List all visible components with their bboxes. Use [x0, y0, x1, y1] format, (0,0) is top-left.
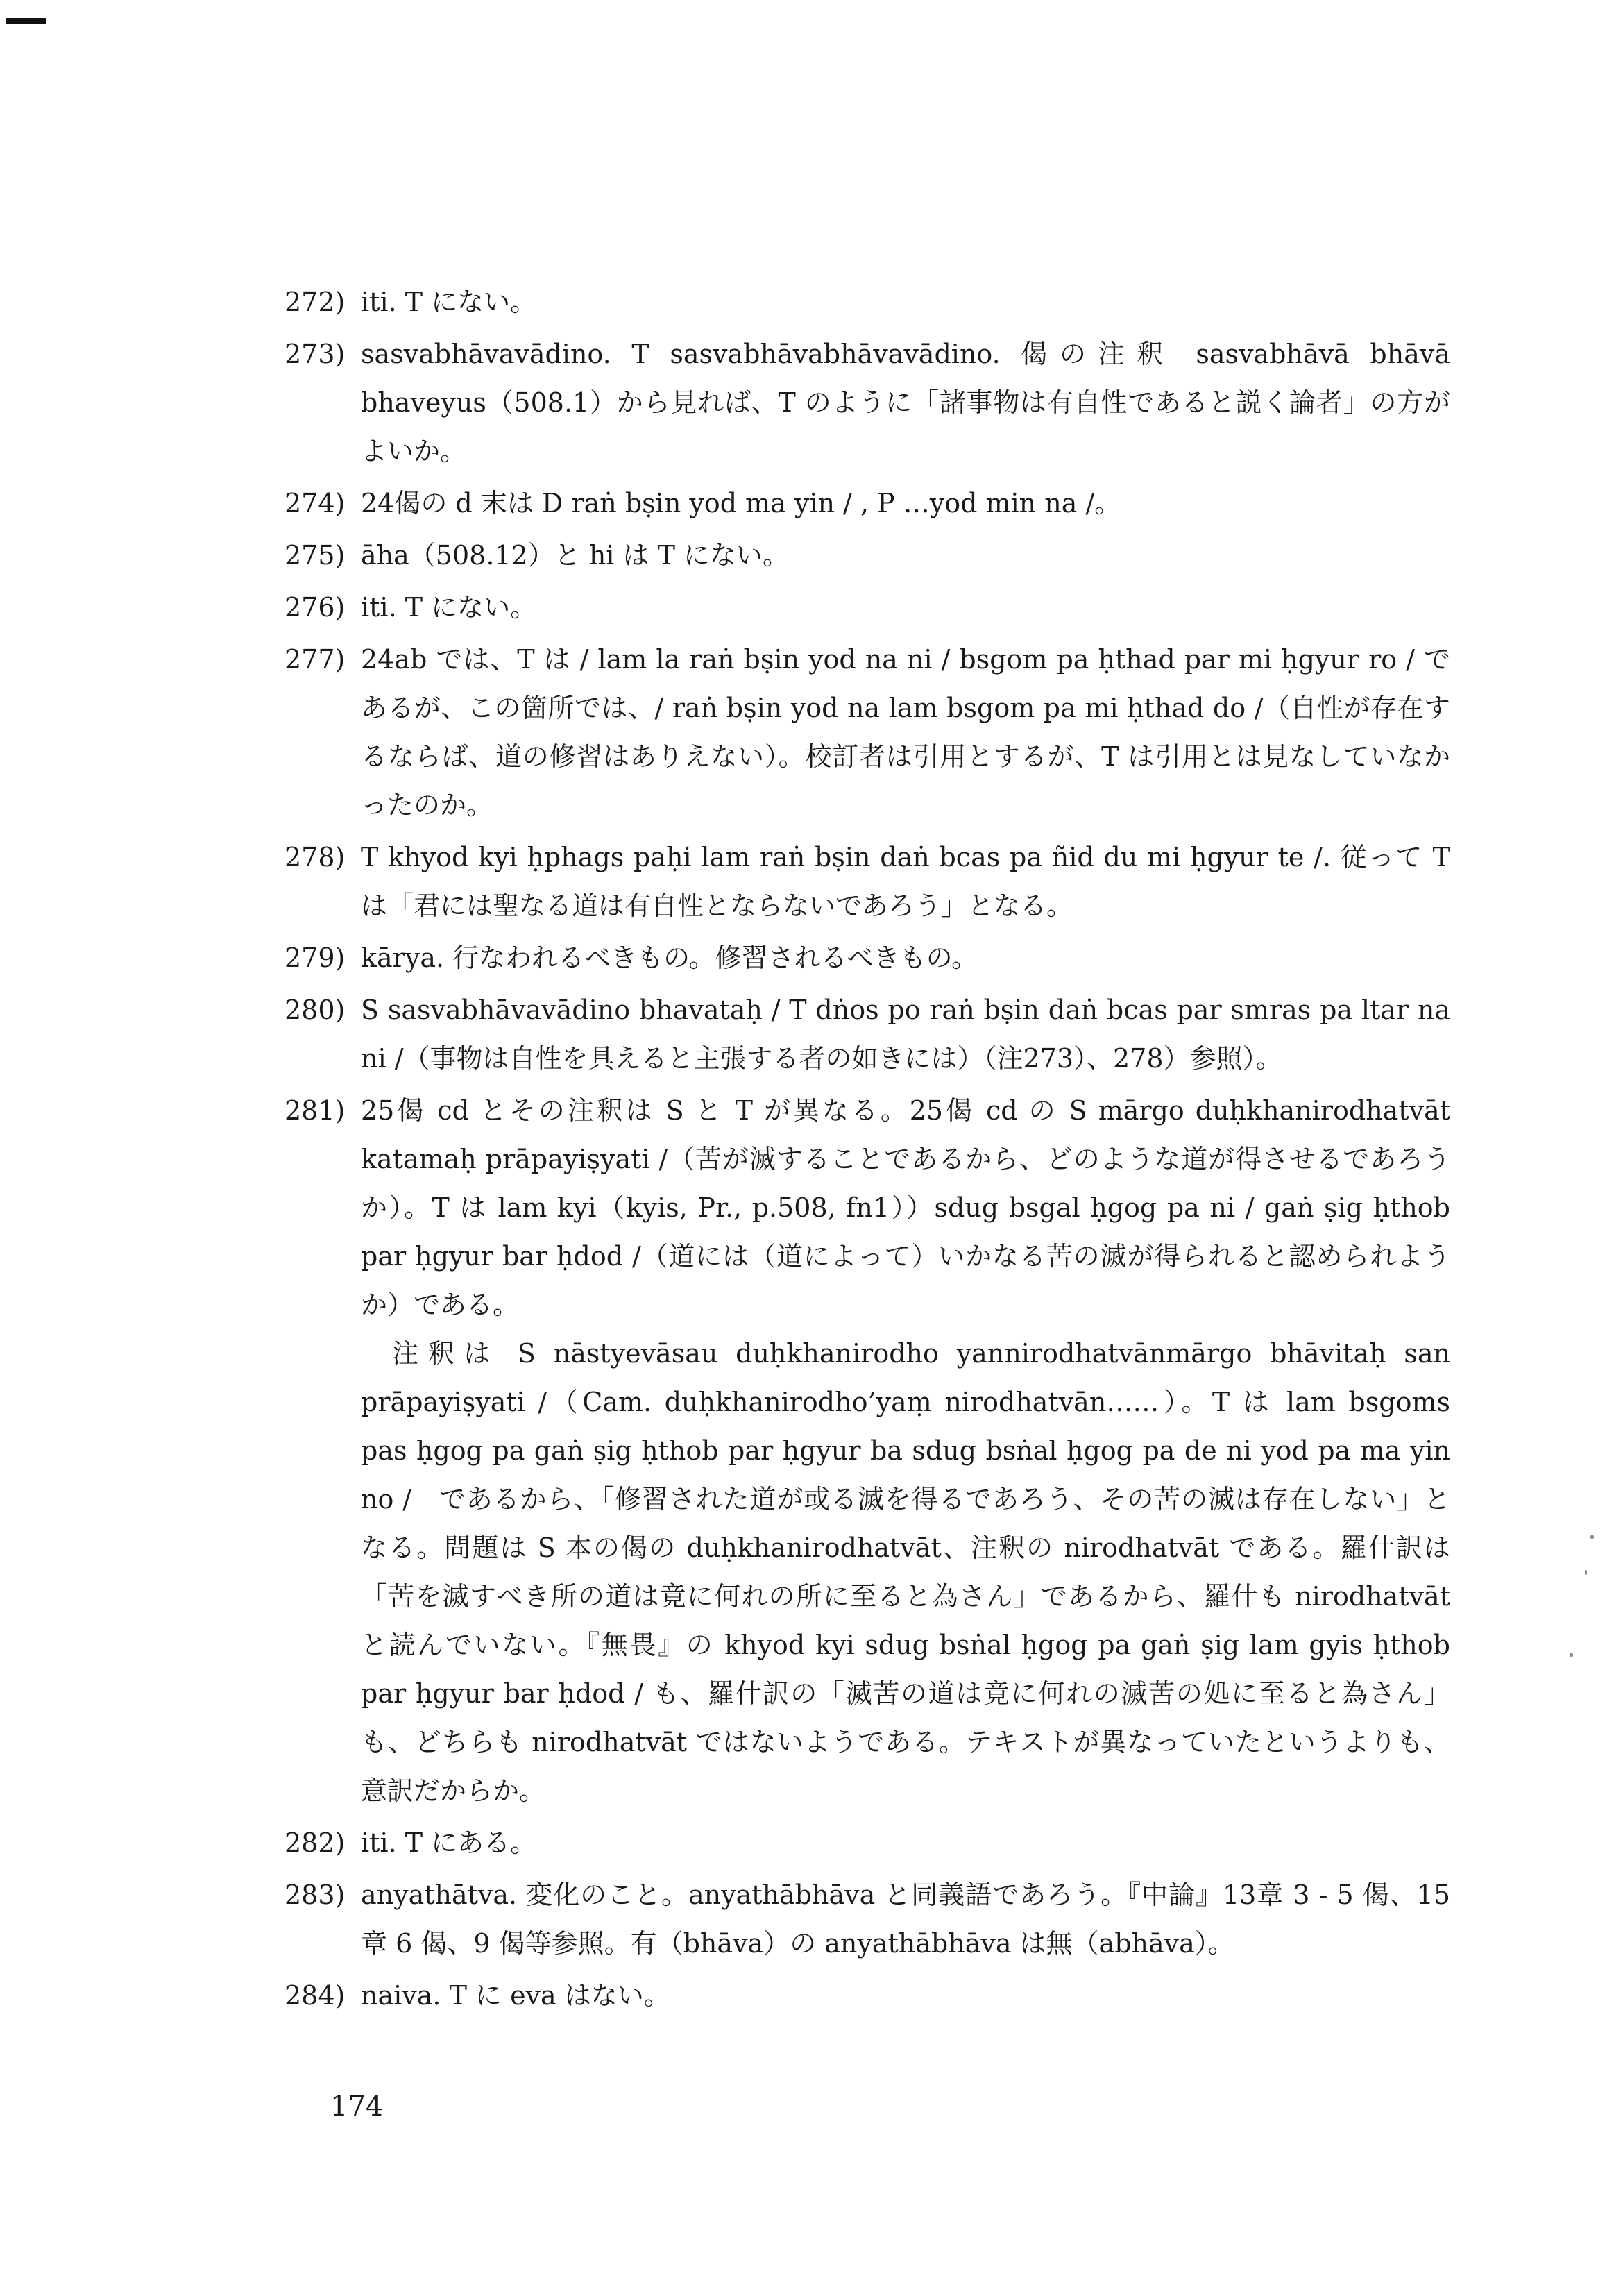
endnote: [284, 479, 1450, 527]
note-number: 277): [284, 644, 346, 675]
note-text: 24ab では、T は / lam la raṅ bṣin yod na ni / bsgom pa ḥthad par mi ḥgyur ro / であるが、この箇所では、/ raṅ bṣin yod na lam bsgom pa mi ḥthad do /（自性が存在するならば、道の修習はありえない）。校訂者は引用とするが、T は引用とは見なしていなかったのか。: [361, 644, 1450, 820]
note-text: T khyod kyi ḥphags paḥi lam raṅ bṣin daṅ bcas pa ñid du mi ḥgyur te /. 従って T は「君には聖なる道は有自性とならないであろう」となる。: [361, 842, 1450, 921]
note-number: 275): [284, 540, 346, 571]
note-text: iti. T にある。: [361, 1827, 537, 1858]
note-number: 272): [284, 287, 346, 317]
endnote: [284, 583, 1450, 632]
note-text: āha（508.12）と hi は T にない。: [361, 540, 790, 571]
note-number: 280): [284, 995, 346, 1025]
endnotes-list: [284, 278, 1450, 2023]
note-number: 276): [284, 592, 346, 623]
note-text: iti. T にない。: [361, 592, 537, 623]
note-number: 284): [284, 1980, 346, 2011]
page-number: 174: [330, 2091, 384, 2122]
endnote: [284, 1818, 1450, 1867]
note-number: 279): [284, 943, 346, 973]
endnote: [284, 531, 1450, 580]
note-text: naiva. T に eva はない。: [361, 1980, 670, 2011]
scan-speck: [1570, 1653, 1573, 1657]
note-text: anyathātva. 変化のこと。anyathābhāva と同義語であろう。『中論』13章 3 - 5 偈、15章 6 偈、9 偈等参照。有（bhāva）の anyathābhāva は無（abhāva）。: [361, 1880, 1450, 1959]
endnote: [284, 986, 1450, 1083]
note-number: 283): [284, 1880, 346, 1910]
note-number: 274): [284, 488, 346, 518]
endnote: [284, 934, 1450, 982]
note-number: 273): [284, 339, 346, 369]
note-text-continuation: 注釈は S nāstyevāsau duḥkhanirodho yannirodhatvānmārgo bhāvitaḥ san prāpayiṣyati /（Cam. duḥkhanirodho’yaṃ nirodhatvān……）。T は lam bsgoms pas ḥgog pa gaṅ ṣig ḥthob par ḥgyur ba sdug bsṅal ḥgog pa de ni yod pa ma yin no / であるから、「修習された道が或る滅を得るであろう、その苦の滅は存在しない」となる。問題は S 本の偈の duḥkhanirodhatvāt、注釈の nirodhatvāt である。羅什訳は「苦を滅すべき所の道は竟に何れの所に至ると為さん」であるから、羅什も nirodhatvāt と読んでいない。『無畏』の khyod kyi sdug bsṅal ḥgog pa gaṅ ṣig lam gyis ḥthob par ḥgyur bar ḥdod / も、羅什訳の「滅苦の道は竟に何れの滅苦の処に至ると為さん」も、どちらも nirodhatvāt ではないようである。テキストが異なっていたというよりも、意訳だからか。: [361, 1338, 1450, 1806]
endnote: [284, 1871, 1450, 1968]
scan-speck: [1585, 1570, 1587, 1575]
endnote: [284, 833, 1450, 930]
note-number: 282): [284, 1827, 346, 1858]
note-text: 24偈の d 末は D raṅ bṣin yod ma yin / , P …yod min na /。: [361, 488, 1121, 518]
endnote: [284, 635, 1450, 829]
note-number: 278): [284, 842, 346, 872]
endnote: [284, 1086, 1450, 1815]
note-text: kārya. 行なわれるべきもの。修習されるべきもの。: [361, 943, 978, 973]
note-text: 25偈 cd とその注釈は S と T が異なる。25偈 cd の S mārgo duḥkhanirodhatvāt katamaḥ prāpayiṣyati /（苦が滅することであるから、どのような道が得させるであろうか）。T は lam kyi（kyis, Pr., p.508, fn1））sdug bsgal ḥgog pa ni / gaṅ ṣig ḥthob par ḥgyur bar ḥdod /（道には（道によって）いかなる苦の滅が得られると認められようか）である。: [361, 1095, 1450, 1320]
note-text: sasvabhāvavādino. T sasvabhāvabhāvavādino. 偈の注釈 sasvabhāvā bhāvā bhaveyus（508.1）から見れば、T のように「諸事物は有自性であると説く論者」の方がよいか。: [361, 339, 1450, 466]
scan-corner-mark: [6, 18, 46, 24]
endnote: [284, 330, 1450, 475]
endnote: [284, 278, 1450, 326]
scan-speck: [1590, 1535, 1594, 1539]
note-number: 281): [284, 1095, 346, 1126]
note-text: S sasvabhāvavādino bhavataḥ / T dṅos po raṅ bṣin daṅ bcas par smras pa ltar na ni /（事物は自性を具えると主張する者の如きには）（注273）、278）参照）。: [361, 995, 1450, 1074]
endnote: [284, 1971, 1450, 2020]
note-text: iti. T にない。: [361, 287, 537, 317]
